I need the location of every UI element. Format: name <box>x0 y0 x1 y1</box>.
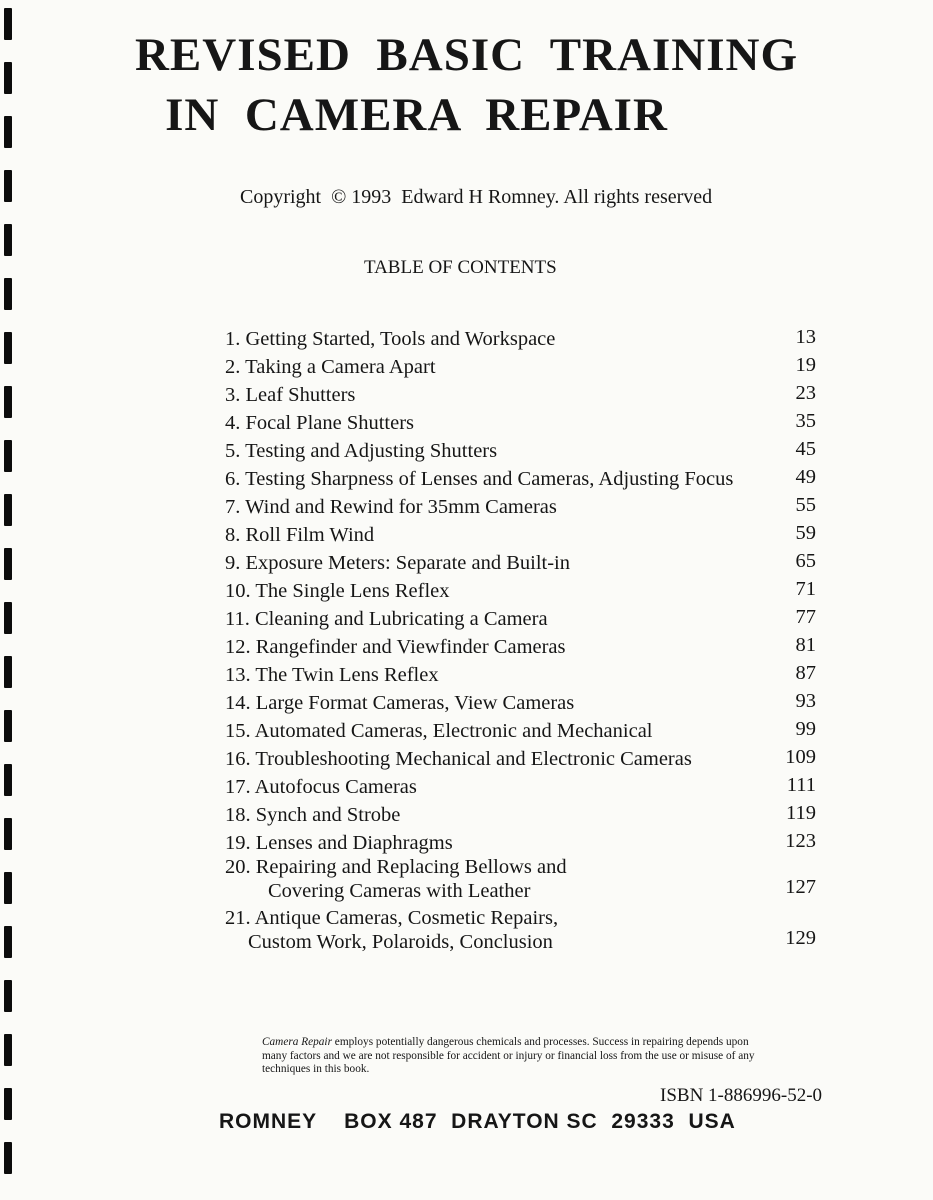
disclaimer-text: employs potentially dangerous chemicals and processes. Success in repairing depends upon many factors and we are not responsible for accident or injury or financial loss from the use or misuse of any techniques in this book. <box>262 1036 755 1075</box>
toc-entry-page: 109 <box>785 746 816 768</box>
toc-entry-title: 13. The Twin Lens Reflex <box>225 664 439 686</box>
toc-entry-title: Custom Work, Polaroids, Conclusion <box>248 931 553 953</box>
toc-entry-title: 16. Troubleshooting Mechanical and Electronic Cameras <box>225 748 692 770</box>
toc-entry-page: 55 <box>795 494 816 516</box>
toc-entry-page: 45 <box>795 438 816 460</box>
toc-entry-page: 59 <box>795 522 816 544</box>
isbn: ISBN 1-886996-52-0 <box>660 1085 823 1106</box>
toc-entry-page: 93 <box>795 690 816 712</box>
toc-entry-page: 123 <box>785 830 816 852</box>
toc-entry-title: 1. Getting Started, Tools and Workspace <box>225 328 556 350</box>
toc-entry-page: 127 <box>785 876 816 898</box>
toc-entry-page: 65 <box>795 550 816 572</box>
toc-entry-page: 119 <box>786 802 816 824</box>
toc-entry-page: 111 <box>786 774 816 796</box>
toc-entry-title: 21. Antique Cameras, Cosmetic Repairs, <box>225 907 559 929</box>
toc-entry-title: 4. Focal Plane Shutters <box>225 412 415 434</box>
toc-entry-page: 87 <box>795 662 816 684</box>
toc-entry-page: 49 <box>795 466 816 488</box>
toc-entry-page: 13 <box>795 326 816 348</box>
toc-entry-page: 99 <box>795 718 816 740</box>
toc-entry-page: 35 <box>795 410 816 432</box>
toc-heading: TABLE OF CONTENTS <box>364 257 557 278</box>
toc-entry-title: 10. The Single Lens Reflex <box>225 580 450 602</box>
toc-entry-title: 8. Roll Film Wind <box>225 524 375 546</box>
title-line-2: IN CAMERA REPAIR <box>165 89 668 141</box>
title-line-1: REVISED BASIC TRAINING <box>134 29 799 81</box>
toc-entry-title: 18. Synch and Strobe <box>225 804 401 826</box>
toc-entry-title: 3. Leaf Shutters <box>225 384 356 406</box>
publisher-address: ROMNEY BOX 487 DRAYTON SC 29333 USA <box>219 1110 736 1133</box>
toc-entry-title: 12. Rangefinder and Viewfinder Cameras <box>225 636 566 658</box>
toc-entry-title: 9. Exposure Meters: Separate and Built-in <box>225 552 570 574</box>
toc-entry-title: 7. Wind and Rewind for 35mm Cameras <box>225 496 557 518</box>
toc-entry-title: 19. Lenses and Diaphragms <box>225 832 453 854</box>
toc-entry-page: 23 <box>795 382 816 404</box>
toc-entry-title: 17. Autofocus Cameras <box>225 776 417 798</box>
toc-entry-page: 81 <box>795 634 816 656</box>
toc-entry-title: 15. Automated Cameras, Electronic and Mechanical <box>225 720 653 742</box>
toc-entry-title: 11. Cleaning and Lubricating a Camera <box>225 608 548 630</box>
toc-entry-title: 14. Large Format Cameras, View Cameras <box>225 692 575 714</box>
toc-entry-page: 129 <box>785 927 816 949</box>
toc-entry-title: Covering Cameras with Leather <box>268 880 531 902</box>
toc-entry-page: 19 <box>795 354 816 376</box>
toc-entry-page: 77 <box>795 606 816 628</box>
toc-entry-title: 20. Repairing and Replacing Bellows and <box>225 856 567 878</box>
disclaimer-italic-lead: Camera Repair <box>262 1036 332 1048</box>
toc-entry-title: 2. Taking a Camera Apart <box>225 356 436 378</box>
copyright-notice: Copyright © 1993 Edward H Romney. All rights reserved <box>240 186 713 208</box>
toc-entry-page: 71 <box>795 578 816 600</box>
disclaimer <box>262 1036 762 1077</box>
toc-entry-title: 6. Testing Sharpness of Lenses and Cameras, Adjusting Focus <box>225 468 734 490</box>
toc-entry-title: 5. Testing and Adjusting Shutters <box>225 440 498 462</box>
